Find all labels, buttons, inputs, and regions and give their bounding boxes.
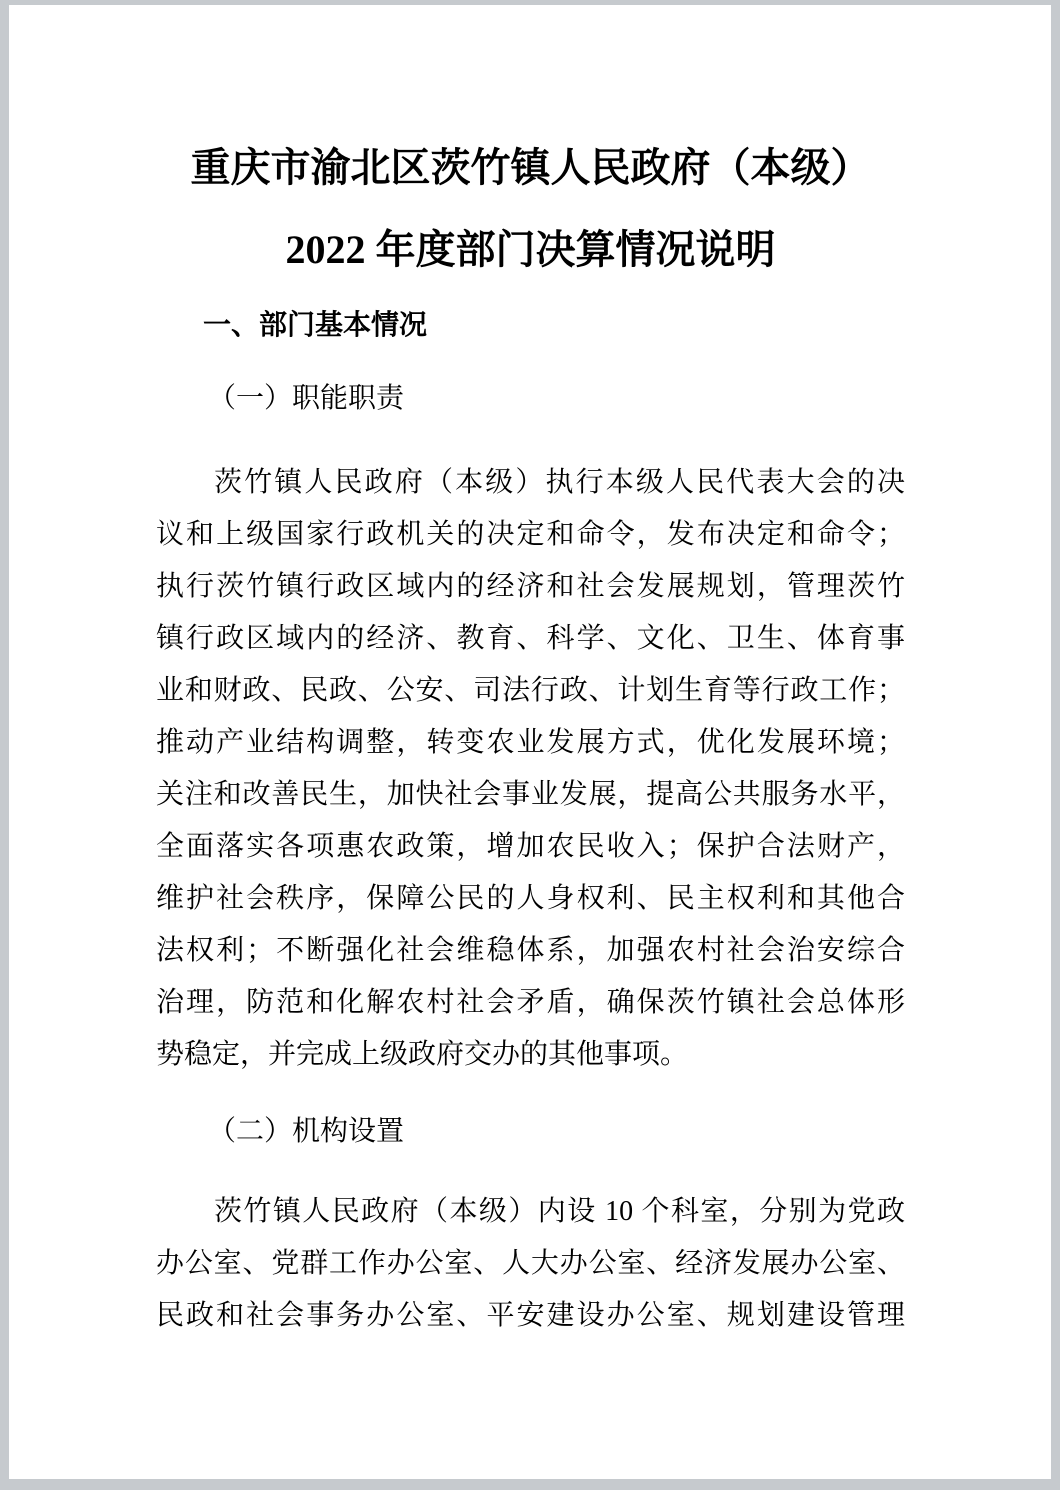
text-line: 推动产业结构调整，转变农业发展方式，优化发展环境； bbox=[156, 727, 905, 758]
text-line: 办公室、党群工作办公室、人大办公室、经济发展办公室、 bbox=[156, 1248, 905, 1279]
text-line: 民政和社会事务办公室、平安建设办公室、规划建设管理 bbox=[156, 1300, 905, 1331]
text-line: 业和财政、民政、公安、司法行政、计划生育等行政工作； bbox=[156, 675, 905, 706]
text-line: 势稳定，并完成上级政府交办的其他事项。 bbox=[156, 1039, 689, 1070]
text-line: 治理，防范和化解农村社会矛盾，确保茨竹镇社会总体形 bbox=[156, 987, 905, 1018]
text-line: 茨竹镇人民政府（本级）执行本级人民代表大会的决 bbox=[214, 467, 905, 498]
document-title-line1: 重庆市渝北区茨竹镇人民政府（本级） bbox=[190, 145, 871, 190]
section-heading-department-basic-info: 一、部门基本情况 bbox=[203, 309, 428, 340]
text-line: 维护社会秩序，保障公民的人身权利、民主权利和其他合 bbox=[156, 883, 905, 914]
subsection-heading-organization: （二）机构设置 bbox=[208, 1116, 405, 1147]
text-line: 执行茨竹镇行政区域内的经济和社会发展规划，管理茨竹 bbox=[156, 571, 905, 602]
text-line: 全面落实各项惠农政策，增加农民收入；保护合法财产， bbox=[156, 831, 905, 862]
document-page bbox=[9, 5, 1051, 1479]
text-line: 关注和改善民生，加快社会事业发展，提高公共服务水平， bbox=[156, 779, 905, 810]
document-title-line2: 2022 年度部门决算情况说明 bbox=[285, 227, 776, 272]
text-line: 镇行政区域内的经济、教育、科学、文化、卫生、体育事 bbox=[156, 623, 905, 654]
text-line: 议和上级国家行政机关的决定和命令，发布决定和命令； bbox=[156, 519, 905, 550]
text-line: 法权利；不断强化社会维稳体系，加强农村社会治安综合 bbox=[156, 935, 905, 966]
text-line: 茨竹镇人民政府（本级）内设 10 个科室，分别为党政 bbox=[214, 1196, 905, 1227]
paragraph-organization bbox=[156, 1186, 905, 1342]
subsection-heading-duties: （一）职能职责 bbox=[208, 383, 405, 414]
paragraph-duties bbox=[156, 457, 905, 1081]
